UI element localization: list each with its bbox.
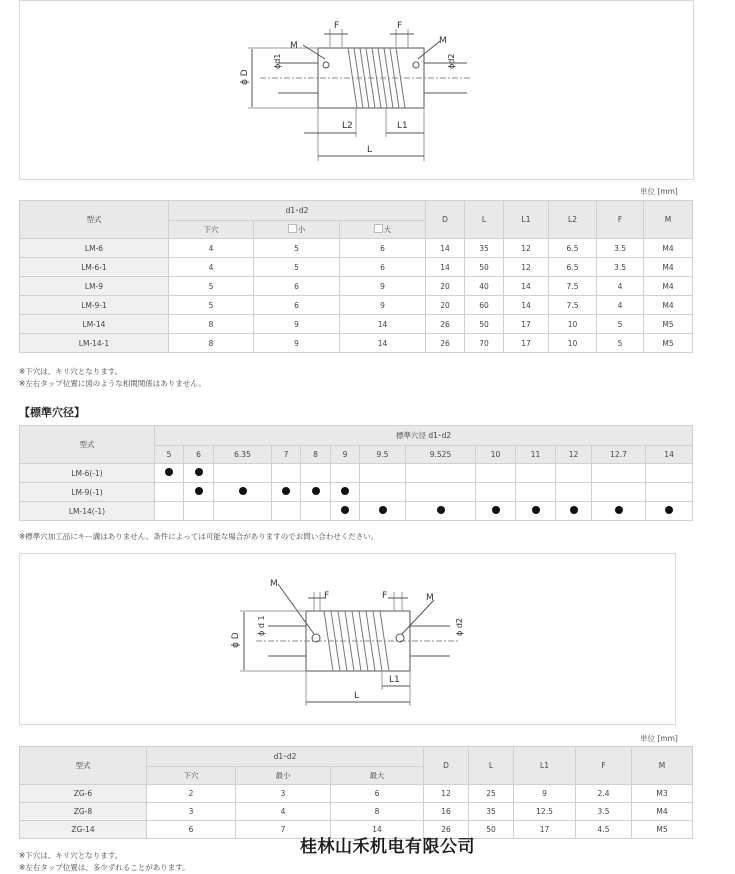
table-cell: 12 bbox=[504, 258, 549, 277]
col-header-standard-bore: 標準穴径 d1･d2 bbox=[155, 426, 693, 446]
row-model-cell: LM-6 bbox=[20, 239, 169, 258]
table-row bbox=[20, 315, 693, 334]
table-cell: 8 bbox=[169, 334, 254, 353]
available-mark-icon bbox=[195, 468, 203, 476]
mark-cell bbox=[301, 483, 331, 502]
table-cell: 7.5 bbox=[549, 277, 597, 296]
mark-cell bbox=[331, 464, 360, 483]
mark-cell bbox=[556, 464, 592, 483]
table-cell: M4 bbox=[632, 803, 693, 821]
table-cell: 4 bbox=[597, 277, 644, 296]
label-d1-2: ϕ d 1 bbox=[257, 615, 266, 636]
note-1b: ※左右タップ位置に図のような相関関係はありません。 bbox=[19, 379, 206, 388]
col-header-l-3: L bbox=[469, 747, 514, 785]
table-cell: 14 bbox=[504, 296, 549, 315]
table-cell: 17 bbox=[514, 821, 576, 839]
table-cell: M5 bbox=[644, 315, 693, 334]
mark-cell bbox=[360, 464, 406, 483]
label-m-left-2: M bbox=[270, 579, 278, 589]
col-header-model: 型式 bbox=[20, 201, 169, 239]
bore-size-header: 9.5 bbox=[360, 446, 406, 464]
col-header-d1d2-3: d1･d2 bbox=[147, 747, 424, 767]
table-cell: 14 bbox=[340, 315, 426, 334]
table-cell: 12.5 bbox=[514, 803, 576, 821]
mark-cell bbox=[516, 483, 556, 502]
bore-size-header: 8 bbox=[301, 446, 331, 464]
mark-cell bbox=[184, 483, 214, 502]
row-model-cell: LM-9-1 bbox=[20, 296, 169, 315]
label-l2: L2 bbox=[342, 121, 353, 131]
mark-cell bbox=[272, 464, 301, 483]
mark-cell bbox=[556, 483, 592, 502]
table-cell: 9 bbox=[340, 296, 426, 315]
table-cell: 8 bbox=[169, 315, 254, 334]
standard-bore-table bbox=[19, 425, 693, 521]
table-cell: 20 bbox=[426, 277, 465, 296]
mark-cell bbox=[646, 483, 693, 502]
mark-cell bbox=[214, 464, 272, 483]
available-mark-icon bbox=[492, 506, 500, 514]
table-cell: 50 bbox=[465, 258, 504, 277]
table-cell: 70 bbox=[465, 334, 504, 353]
table-cell: 14 bbox=[331, 821, 424, 839]
table-row bbox=[20, 803, 693, 821]
table-row bbox=[20, 483, 693, 502]
table-cell: 14 bbox=[504, 277, 549, 296]
available-mark-icon bbox=[570, 506, 578, 514]
table-cell: 50 bbox=[469, 821, 514, 839]
col-header-d-3: D bbox=[424, 747, 469, 785]
spec-table-zg bbox=[19, 746, 693, 839]
table-cell: M4 bbox=[644, 239, 693, 258]
mark-cell bbox=[592, 483, 646, 502]
col-header-f: F bbox=[597, 201, 644, 239]
available-mark-icon bbox=[341, 487, 349, 495]
mark-cell bbox=[184, 502, 214, 521]
table-cell: 7 bbox=[236, 821, 331, 839]
mark-cell bbox=[360, 502, 406, 521]
table-cell: 6.5 bbox=[549, 258, 597, 277]
section-title-standard-bore: 【標準穴径】 bbox=[19, 406, 85, 419]
table-cell: 6 bbox=[254, 277, 340, 296]
table-cell: 10 bbox=[549, 334, 597, 353]
table-row bbox=[20, 502, 693, 521]
table-cell: 5 bbox=[597, 334, 644, 353]
table-cell: 4 bbox=[169, 239, 254, 258]
mark-cell bbox=[214, 483, 272, 502]
table-row bbox=[20, 464, 693, 483]
table-cell: 8 bbox=[331, 803, 424, 821]
unit-label-2: 単位 [mm] bbox=[640, 734, 678, 743]
bore-size-header: 12.7 bbox=[592, 446, 646, 464]
label-f-left: F bbox=[334, 21, 340, 31]
sub-header-max: 大 bbox=[340, 221, 426, 239]
table-cell: 26 bbox=[426, 334, 465, 353]
row-model-cell: ZG-14 bbox=[20, 821, 147, 839]
table-cell: 60 bbox=[465, 296, 504, 315]
mark-cell bbox=[592, 502, 646, 521]
sub-header-pilot-3: 下穴 bbox=[147, 767, 236, 785]
label-m-right: M bbox=[439, 36, 447, 46]
table-cell: 26 bbox=[424, 821, 469, 839]
table-cell: M4 bbox=[644, 296, 693, 315]
mark-cell bbox=[214, 502, 272, 521]
label-d: ϕ D bbox=[240, 69, 250, 85]
table-cell: 4 bbox=[236, 803, 331, 821]
row-model-cell: LM-14(-1) bbox=[20, 502, 155, 521]
col-header-m-3: M bbox=[632, 747, 693, 785]
table-cell: 5 bbox=[169, 277, 254, 296]
table-cell: 6 bbox=[331, 785, 424, 803]
row-model-cell: LM-9(-1) bbox=[20, 483, 155, 502]
table-cell: M5 bbox=[632, 821, 693, 839]
bore-size-header: 9 bbox=[331, 446, 360, 464]
table-cell: 3 bbox=[147, 803, 236, 821]
unit-label-1: 単位 [mm] bbox=[640, 187, 678, 196]
label-l-2: L bbox=[354, 691, 360, 701]
bore-size-header: 9.525 bbox=[406, 446, 476, 464]
bore-size-header: 12 bbox=[556, 446, 592, 464]
available-mark-icon bbox=[195, 487, 203, 495]
mark-cell bbox=[592, 464, 646, 483]
col-header-f-3: F bbox=[576, 747, 632, 785]
table-cell: 6 bbox=[340, 258, 426, 277]
mark-cell bbox=[556, 502, 592, 521]
mark-cell bbox=[516, 502, 556, 521]
row-model-cell: LM-6(-1) bbox=[20, 464, 155, 483]
table-cell: 3.5 bbox=[597, 239, 644, 258]
table-cell: 10 bbox=[549, 315, 597, 334]
sub-header-max-3: 最大 bbox=[331, 767, 424, 785]
coupling-drawing-zg bbox=[20, 554, 675, 724]
col-header-m: M bbox=[644, 201, 693, 239]
mark-cell bbox=[301, 464, 331, 483]
available-mark-icon bbox=[282, 487, 290, 495]
label-f-left-2: F bbox=[324, 591, 330, 601]
mark-cell bbox=[476, 502, 516, 521]
bore-size-header: 5 bbox=[155, 446, 184, 464]
note-3a: ※下穴は、キリ穴となります。 bbox=[19, 851, 123, 860]
row-model-cell: ZG-6 bbox=[20, 785, 147, 803]
mark-cell bbox=[272, 502, 301, 521]
table-cell: 40 bbox=[465, 277, 504, 296]
drawing-panel-zg bbox=[19, 553, 676, 725]
row-model-cell: LM-14 bbox=[20, 315, 169, 334]
table-row bbox=[20, 334, 693, 353]
row-model-cell: LM-6-1 bbox=[20, 258, 169, 277]
col-header-d: D bbox=[426, 201, 465, 239]
sub-header-pilot: 下穴 bbox=[169, 221, 254, 239]
table-cell: 9 bbox=[514, 785, 576, 803]
col-header-d1d2: d1･d2 bbox=[169, 201, 426, 221]
row-model-cell: ZG-8 bbox=[20, 803, 147, 821]
table-cell: 17 bbox=[504, 315, 549, 334]
mark-cell bbox=[155, 502, 184, 521]
table-cell: 14 bbox=[426, 258, 465, 277]
col-header-model-2: 型式 bbox=[20, 426, 155, 464]
label-f-right-2: F bbox=[382, 591, 388, 601]
label-m-right-2: M bbox=[426, 593, 434, 603]
coupling-drawing-lm bbox=[20, 1, 693, 179]
mark-cell bbox=[476, 483, 516, 502]
label-d2-2: ϕ d2 bbox=[455, 618, 464, 636]
available-mark-icon bbox=[239, 487, 247, 495]
mark-cell bbox=[406, 502, 476, 521]
table-cell: 9 bbox=[254, 315, 340, 334]
mark-cell bbox=[331, 483, 360, 502]
available-mark-icon bbox=[341, 506, 349, 514]
mark-cell bbox=[476, 464, 516, 483]
col-header-l1: L1 bbox=[504, 201, 549, 239]
table-cell: 6.5 bbox=[549, 239, 597, 258]
bore-size-header: 11 bbox=[516, 446, 556, 464]
table-cell: 5 bbox=[254, 239, 340, 258]
table-cell: 5 bbox=[597, 315, 644, 334]
sub-header-min: 小 bbox=[254, 221, 340, 239]
note-2: ※標準穴加工品にキー溝はありません。条件によっては可能な場合がありますのでお問い合わせください。 bbox=[19, 532, 379, 541]
label-f-right: F bbox=[397, 21, 403, 31]
label-d-2: ϕ D bbox=[231, 632, 241, 648]
bore-size-header: 7 bbox=[272, 446, 301, 464]
mark-cell bbox=[406, 464, 476, 483]
table-cell: 6 bbox=[147, 821, 236, 839]
mark-cell bbox=[646, 464, 693, 483]
sub-header-min-3: 最小 bbox=[236, 767, 331, 785]
table-cell: 5 bbox=[254, 258, 340, 277]
table-cell: 6 bbox=[254, 296, 340, 315]
table-cell: 26 bbox=[426, 315, 465, 334]
spec-table-lm bbox=[19, 200, 693, 353]
available-mark-icon bbox=[437, 506, 445, 514]
note-1a: ※下穴は、キリ穴となります。 bbox=[19, 367, 123, 376]
mark-cell bbox=[184, 464, 214, 483]
available-mark-icon bbox=[379, 506, 387, 514]
bore-size-header: 6 bbox=[184, 446, 214, 464]
table-cell: 9 bbox=[340, 277, 426, 296]
table-cell: 5 bbox=[169, 296, 254, 315]
table-cell: 50 bbox=[465, 315, 504, 334]
col-header-l2: L2 bbox=[549, 201, 597, 239]
table-cell: 3.5 bbox=[597, 258, 644, 277]
company-watermark: 桂林山禾机电有限公司 bbox=[300, 837, 475, 857]
table-cell: 17 bbox=[504, 334, 549, 353]
table-row bbox=[20, 296, 693, 315]
table-row bbox=[20, 785, 693, 803]
table-cell: M4 bbox=[644, 277, 693, 296]
table-cell: 6 bbox=[340, 239, 426, 258]
table-cell: 20 bbox=[426, 296, 465, 315]
mark-cell bbox=[360, 483, 406, 502]
label-d1: ϕd1 bbox=[273, 53, 282, 69]
table-cell: 14 bbox=[426, 239, 465, 258]
available-mark-icon bbox=[615, 506, 623, 514]
mark-cell bbox=[406, 483, 476, 502]
mark-cell bbox=[516, 464, 556, 483]
available-mark-icon bbox=[665, 506, 673, 514]
available-mark-icon bbox=[165, 468, 173, 476]
mark-cell bbox=[155, 464, 184, 483]
col-header-l1-3: L1 bbox=[514, 747, 576, 785]
label-m-left: M bbox=[290, 41, 298, 51]
table-cell: M5 bbox=[644, 334, 693, 353]
drawing-panel-lm bbox=[19, 0, 694, 180]
table-cell: 3 bbox=[236, 785, 331, 803]
table-cell: 2.4 bbox=[576, 785, 632, 803]
table-row bbox=[20, 258, 693, 277]
bore-size-header: 14 bbox=[646, 446, 693, 464]
mark-cell bbox=[155, 483, 184, 502]
table-cell: 25 bbox=[469, 785, 514, 803]
label-l1-2: L1 bbox=[389, 675, 400, 685]
mark-cell bbox=[272, 483, 301, 502]
row-model-cell: LM-9 bbox=[20, 277, 169, 296]
table-cell: 4.5 bbox=[576, 821, 632, 839]
table-cell: 16 bbox=[424, 803, 469, 821]
available-mark-icon bbox=[532, 506, 540, 514]
bore-size-header: 10 bbox=[476, 446, 516, 464]
table-cell: 14 bbox=[340, 334, 426, 353]
table-cell: 2 bbox=[147, 785, 236, 803]
table-row bbox=[20, 277, 693, 296]
table-cell: M4 bbox=[644, 258, 693, 277]
mark-cell bbox=[646, 502, 693, 521]
mark-cell bbox=[301, 502, 331, 521]
mark-cell bbox=[331, 502, 360, 521]
available-mark-icon bbox=[312, 487, 320, 495]
table-cell: 7.5 bbox=[549, 296, 597, 315]
table-cell: 3.5 bbox=[576, 803, 632, 821]
col-header-model-3: 型式 bbox=[20, 747, 147, 785]
table-cell: 35 bbox=[469, 803, 514, 821]
table-cell: 4 bbox=[597, 296, 644, 315]
table-cell: 9 bbox=[254, 334, 340, 353]
row-model-cell: LM-14-1 bbox=[20, 334, 169, 353]
table-cell: 12 bbox=[504, 239, 549, 258]
table-cell: 4 bbox=[169, 258, 254, 277]
table-cell: 12 bbox=[424, 785, 469, 803]
bore-size-header: 6.35 bbox=[214, 446, 272, 464]
table-cell: M3 bbox=[632, 785, 693, 803]
table-cell: 35 bbox=[465, 239, 504, 258]
label-l1: L1 bbox=[397, 121, 408, 131]
label-d2: ϕd2 bbox=[447, 53, 456, 69]
label-l: L bbox=[367, 145, 373, 155]
note-3b: ※左右タップ位置は、多少ずれることがあります。 bbox=[19, 863, 190, 872]
col-header-l: L bbox=[465, 201, 504, 239]
table-row bbox=[20, 239, 693, 258]
